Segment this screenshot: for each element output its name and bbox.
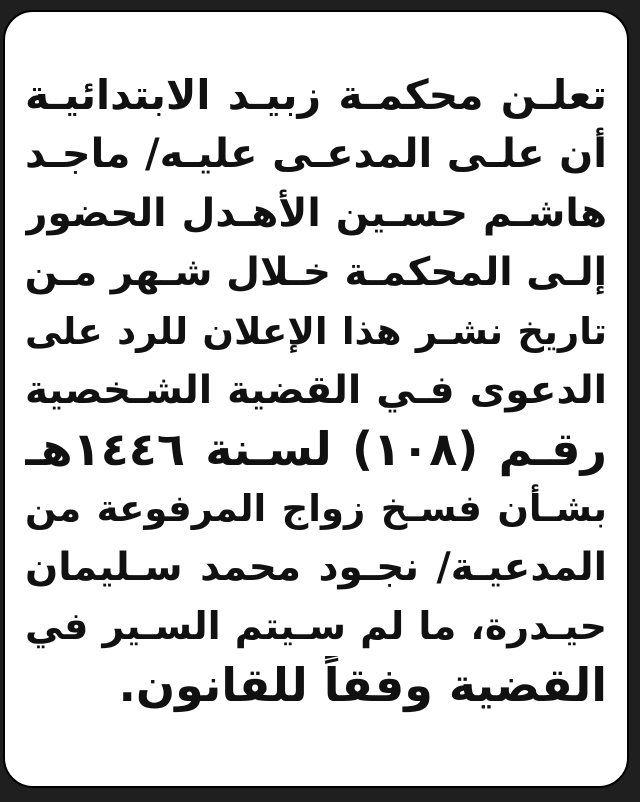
notice-text: [25, 66, 607, 715]
notice-line: القضية وفقاً للقانون.: [118, 658, 607, 712]
notice-line: تاريخ نشـر هذا الإعلان للرد على: [25, 310, 607, 353]
notice-line: هاشـم حسـين الأهـدل الحضور: [25, 191, 607, 236]
notice-line: حيـدرة، ما لم سـيتم السـير في: [25, 604, 607, 648]
notice-line: إلـى المحكمـة خـلال شـهر مـن: [25, 250, 607, 295]
notice-line: رقـم (١٠٨) لسـنة ١٤٤٦هـ: [25, 422, 607, 476]
notice-line: الدعوى فـي القضية الشـخصية: [25, 368, 607, 413]
notice-line: بشـأن فسـخ زواج المرفوعة من: [25, 487, 607, 530]
notice-line: تعلـن محكمـة زبيـد الابتدائيـة: [25, 71, 607, 119]
notice-line: المدعيـة/ نجـود محمد سـليمان: [25, 545, 607, 590]
court-notice: [3, 10, 629, 788]
notice-line: أن علـى المدعـى عليـه/ ماجـد: [25, 131, 607, 177]
